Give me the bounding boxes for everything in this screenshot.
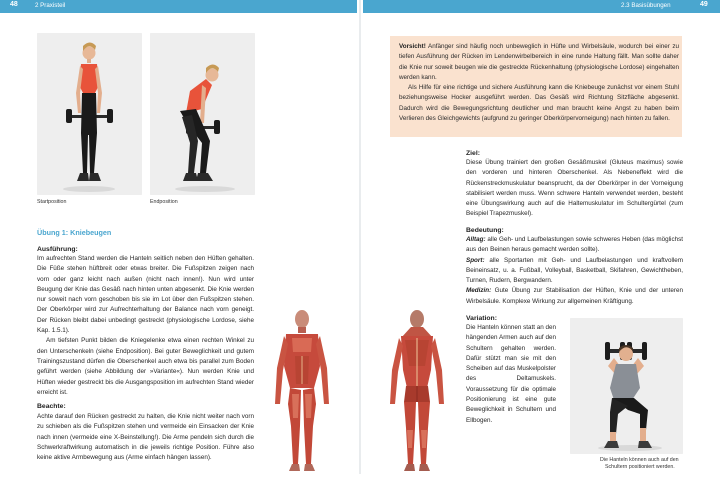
everyday-label: Alltag: — [466, 236, 486, 243]
sport-label: Sport: — [466, 256, 485, 264]
right-page-number: 49 — [700, 1, 708, 8]
notes-heading: Beachte: — [37, 403, 66, 410]
variation-heading: Variation: — [466, 315, 497, 322]
meaning-medicine — [466, 286, 683, 307]
warning-text — [399, 42, 679, 124]
sport-text: alle Sportarten mit Geh- und Laufbelastungen und kraftvollem Beineinsatz, u. a. Fußball, Volleyball, Basketball, Skifahren, Gewichtheben, Turnen, Rudern, Bergwandern. — [466, 256, 683, 285]
medicine-label: Medizin: — [466, 287, 492, 295]
end-position-caption: Endposition — [150, 199, 178, 205]
execution-paragraph-2: Am tiefsten Punkt bilden die Kniegelenke etwa einen rechten Winkel zu den Unterschenkeln (siehe Endposition). Bei guter Beweglichkeit und gutem Trainingszustand dürfen die Oberschenkel auch etwa bis parallel zum Boden geführt werden (siehe Abbildung der »Variante«). Nun werden Knie und Hüften wieder gestreckt bis die Ausgangsposition im aufrechten Stand wieder erreicht ist. — [37, 337, 254, 396]
warning-paragraph-2: Als Hilfe für eine richtige und sichere Ausführung kann die Kniebeuge zunächst vor einem Stuhl beziehungsweise Hocker ausgeführt werden. Das Gesäß wird Richtung Sitzfläche abgesenkt. Dadurch wird die Bewegungsrichtung deutlicher und man braucht keine Angst zu haben beim Verlieren des Gleichgewichts (aufgrund zu geringer Oberkörpervorneigung) nach hinten zu fallen. — [399, 84, 679, 123]
variation-caption-line-1: Die Hanteln können auch auf den — [600, 457, 679, 463]
warning-p1-text: Anfänger sind häufig noch unbeweglich in Hüfte und Wirbelsäule, wodurch bei einer zu tiefen Ausführung der Rücken im Lendenwirbelbereich in eine runde Haltung fällt. Man sollte daher die Knie nur soweit beugen wie die gestreckte Rückenhaltung (physiologische Lordose) eingehalten werden kann. — [399, 43, 679, 81]
start-position-illustration — [37, 33, 142, 195]
left-page-number: 48 — [10, 1, 18, 8]
medicine-text: Gute Übung zur Stabilisation der Hüften, Knie und der unteren Wirbelsäule. Komplexe Wirkung zur allgemeinen Kräftigung. — [466, 287, 683, 305]
end-position-illustration — [150, 33, 255, 195]
execution-heading: Ausführung: — [37, 246, 78, 253]
goal-text: Diese Übung trainiert den großen Gesäßmuskel (Gluteus maximus) sowie den vorderen und hinteren Oberschenkel. Als Nebeneffekt wird die Rückenstreckmuskulatur beansprucht, da der Oberkörper in der Vorneigung stabilisiert werden muss. Wenn schwere Hanteln verwendet werden, besteht eine Übungswirkung auch auf die Haltemuskulatur im Schultergürtel (zum Beispiel Trapezmuskel). — [466, 159, 683, 218]
variation-photo — [570, 318, 683, 454]
everyday-text: alle Geh- und Laufbelastungen sowie schweres Heben (das möglichst aus den Beinen heraus gemacht werden sollte). — [466, 236, 683, 254]
variation-caption-line-2: Schultern positioniert werden. — [605, 464, 675, 470]
start-position-photo — [37, 33, 142, 195]
page-gutter — [359, 0, 361, 474]
goal-heading: Ziel: — [466, 150, 480, 157]
meaning-heading: Bedeutung: — [466, 227, 504, 234]
end-position-photo — [150, 33, 255, 195]
anatomy-front-figure — [268, 308, 336, 474]
execution-text — [37, 254, 254, 398]
variation-text: Die Hanteln können statt an den hängenden Armen auch auf den Schultern gehalten werden. Dafür stützt man sie mit den Scheiben auf das Muskelpolster des Deltamuskels. Voraussetzung für die optimale Positionierung ist eine gute Beweglichkeit in Schultern und Ellbogen. — [466, 324, 556, 424]
meaning-sport — [466, 256, 683, 287]
right-section-title: 2.3 Basisübungen — [621, 2, 671, 9]
meaning-everyday — [466, 235, 683, 256]
notes-text: Achte darauf den Rücken gestreckt zu halten, die Knie nicht weiter nach vorn zu schieben als die Fußspitzen stehen und vermeide ein Einsacken der Knie nach innen (vermeide eine X-Beinstellung!). Die Arme pendeln sich durch die Schwerkraftwirkung automatisch in die jeweils richtige Position. Führe also keine aktive Armbewegung aus (Arme einfach hängen lassen). — [37, 413, 254, 462]
exercise-title: Übung 1: Kniebeugen — [37, 228, 112, 237]
start-position-caption: Startposition — [37, 199, 67, 205]
meaning-text — [466, 235, 683, 307]
warning-paragraph-1 — [399, 42, 679, 83]
warning-label: Vorsicht! — [399, 43, 426, 50]
left-chapter-title: 2 Praxisteil — [35, 2, 66, 9]
variation-illustration — [570, 318, 683, 454]
execution-paragraph-1: Im aufrechten Stand werden die Hanteln seitlich neben den Hüften gehalten. Die Füße stehen hüftbreit oder etwas breiter. Die Fußspitzen zeigen nach vorn oder ganz leicht nach außen (nicht nach innen!). Nun wird unter Beugung der Knie das Gesäß nach hinten unten abgesenkt. Die Knie werden nur soweit nach vorn geschoben bis sie im Lot über den Fußspitzen stehen. Der Oberkörper wird zur Aufrechterhaltung der Balance nach vorn geneigt. Der Rücken bleibt dabei unbedingt gestreckt (physiologische Lordose, siehe Kap. 1.5.1). — [37, 255, 254, 335]
anatomy-back-figure — [383, 308, 451, 474]
